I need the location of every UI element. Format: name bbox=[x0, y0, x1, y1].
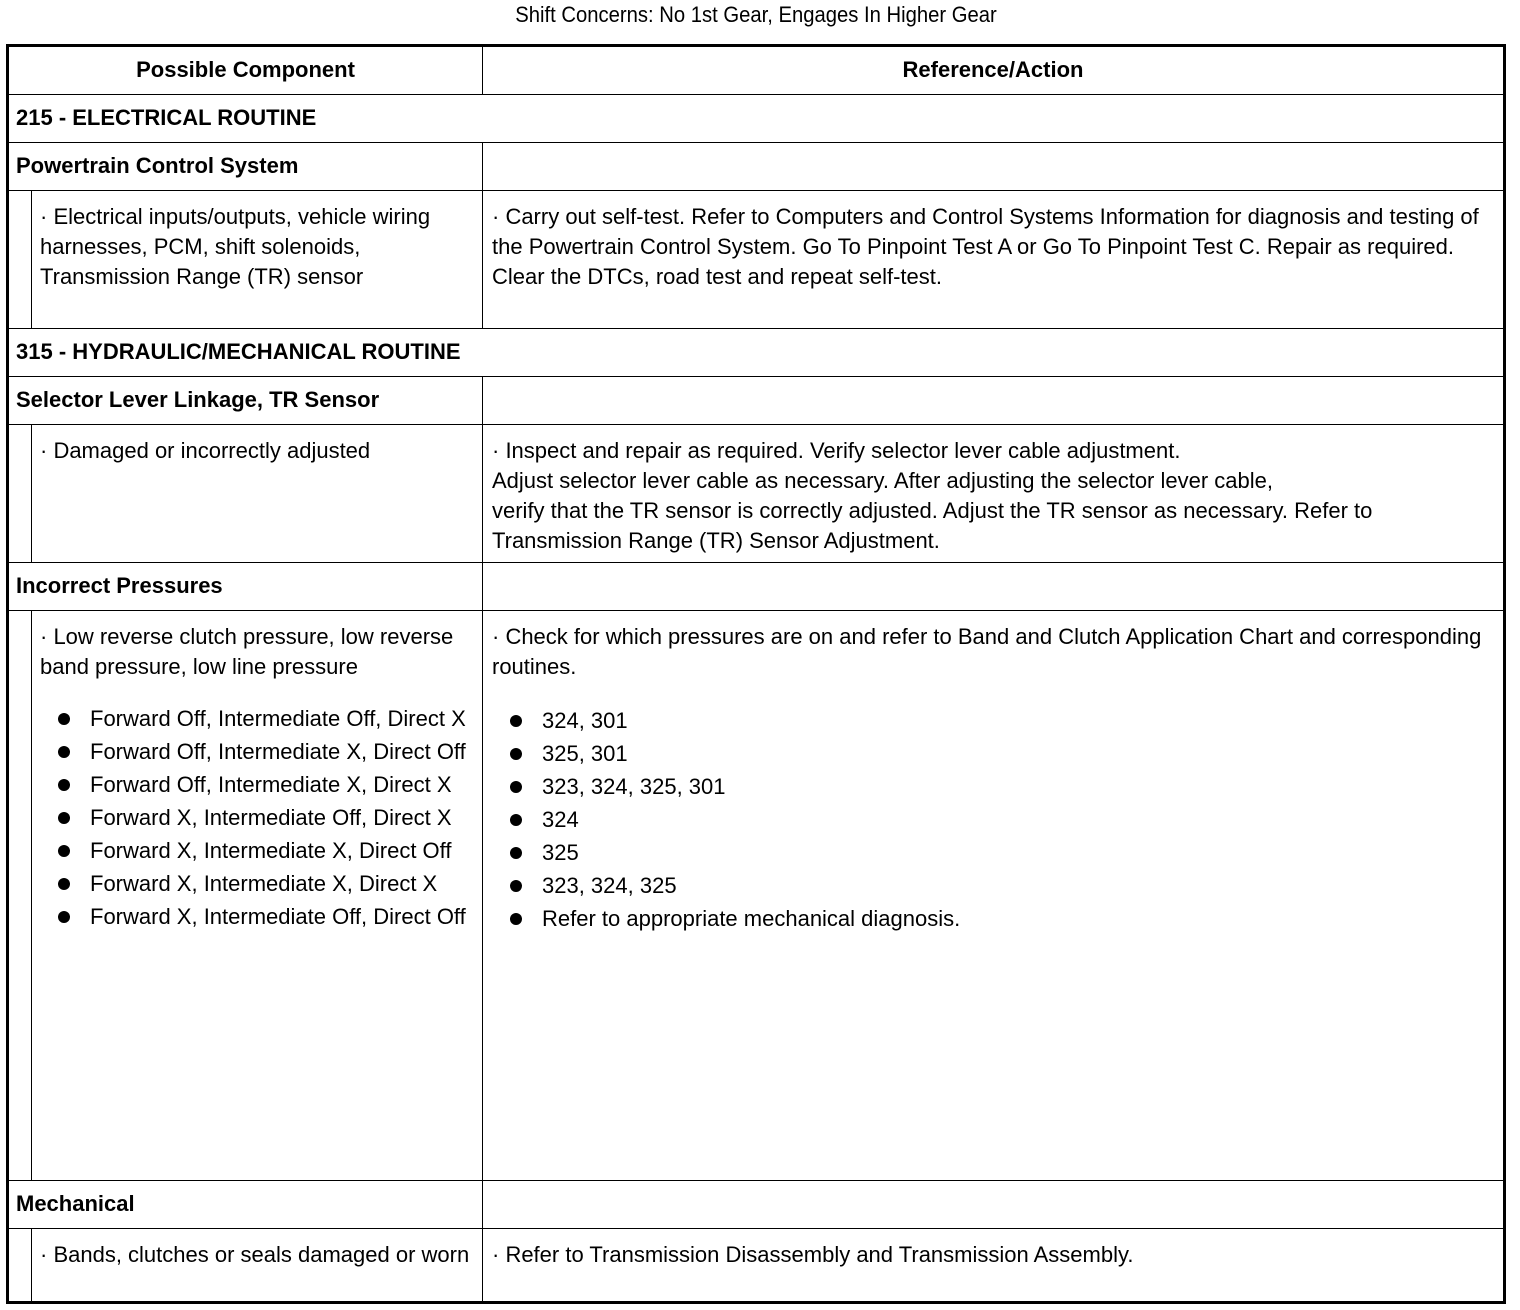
detail-row-incorrect-pressures bbox=[9, 611, 1503, 1181]
section-label: 215 - ELECTRICAL ROUTINE bbox=[16, 105, 317, 130]
component-detail: · Low reverse clutch pressure, low reverse band pressure, low line pressure Forward Off, Intermediate Off, Direct X Forward Off, Intermediate X, Direct Off Forward Off, Intermediate X, Direct X Forward X, Intermediate Off, Direct X Forward X, Intermediate X, Direct Off Forward X, Intermediate X, Direct X Forward X, Intermediate Off, Direct Off bbox=[40, 622, 474, 935]
routine-list bbox=[492, 704, 1495, 935]
detail-row-selector-lever bbox=[9, 425, 1503, 563]
list-item: 325, 301 bbox=[492, 737, 1495, 770]
component-label: Selector Lever Linkage, TR Sensor bbox=[9, 377, 483, 424]
indent-line bbox=[31, 1229, 32, 1301]
indent-line bbox=[31, 611, 32, 1180]
action-text: · Inspect and repair as required. Verify selector lever cable adjustment. Adjust selector lever cable as necessary. After adjusting the selector lever cable, verify that the TR sensor is correctly adjusted. Adjust the TR sensor as necessary. Refer to Transmission Range (TR) Sensor Adjustment. bbox=[492, 438, 1373, 553]
table-header-row bbox=[9, 47, 1503, 95]
list-item: Refer to appropriate mechanical diagnosis. bbox=[492, 902, 1495, 935]
list-item: Forward Off, Intermediate X, Direct X bbox=[40, 770, 474, 799]
list-item: Forward Off, Intermediate Off, Direct X bbox=[40, 704, 474, 733]
detail-row-mechanical bbox=[9, 1229, 1503, 1301]
component-detail: · Bands, clutches or seals damaged or worn bbox=[40, 1242, 470, 1267]
action-text: · Check for which pressures are on and refer to Band and Clutch Application Chart and corresponding routines. 324, 301 325, 301 323, 324, 325, 301 324 325 323, 324, 325 Refer to appropriate mechanical diagnosis. bbox=[492, 622, 1495, 935]
list-item: 323, 324, 325 bbox=[492, 869, 1495, 902]
component-row-selector-lever bbox=[9, 377, 1503, 425]
component-label: Mechanical bbox=[9, 1181, 483, 1228]
action-text: · Carry out self-test. Refer to Computers and Control Systems Information for diagnosis and testing of the Powertrain Control System. Go To Pinpoint Test A or Go To Pinpoint Test C. Repair as required. Clear the DTCs, road test and repeat self-test. bbox=[492, 204, 1479, 289]
component-detail: · Damaged or incorrectly adjusted bbox=[40, 438, 371, 463]
list-item: 324 bbox=[492, 803, 1495, 836]
list-item: Forward X, Intermediate X, Direct X bbox=[40, 869, 474, 898]
list-item: 323, 324, 325, 301 bbox=[492, 770, 1495, 803]
section-row-electrical bbox=[9, 95, 1503, 143]
component-row-incorrect-pressures bbox=[9, 563, 1503, 611]
component-row-mechanical bbox=[9, 1181, 1503, 1229]
section-row-hydraulic bbox=[9, 329, 1503, 377]
pressure-condition-list bbox=[40, 704, 474, 931]
indent-line bbox=[31, 191, 32, 328]
detail-row-powertrain bbox=[9, 191, 1503, 329]
action-text: · Refer to Transmission Disassembly and Transmission Assembly. bbox=[492, 1242, 1134, 1267]
list-item: Forward X, Intermediate Off, Direct X bbox=[40, 803, 474, 832]
section-label: 315 - HYDRAULIC/MECHANICAL ROUTINE bbox=[16, 339, 461, 364]
list-item: 324, 301 bbox=[492, 704, 1495, 737]
diagnosis-table bbox=[6, 44, 1506, 1304]
document-title: Shift Concerns: No 1st Gear, Engages In Higher Gear bbox=[515, 2, 997, 27]
component-detail: · Electrical inputs/outputs, vehicle wiring harnesses, PCM, shift solenoids, Transmission Range (TR) sensor bbox=[40, 204, 431, 289]
list-item: Forward X, Intermediate Off, Direct Off bbox=[40, 902, 474, 931]
indent-line bbox=[31, 425, 32, 562]
header-reference-action: Reference/Action bbox=[902, 57, 1084, 82]
list-item: 325 bbox=[492, 836, 1495, 869]
list-item: Forward X, Intermediate X, Direct Off bbox=[40, 836, 474, 865]
component-label: Powertrain Control System bbox=[9, 143, 483, 190]
component-row-powertrain bbox=[9, 143, 1503, 191]
list-item: Forward Off, Intermediate X, Direct Off bbox=[40, 737, 474, 766]
header-possible-component: Possible Component bbox=[9, 47, 483, 94]
component-label: Incorrect Pressures bbox=[9, 563, 483, 610]
